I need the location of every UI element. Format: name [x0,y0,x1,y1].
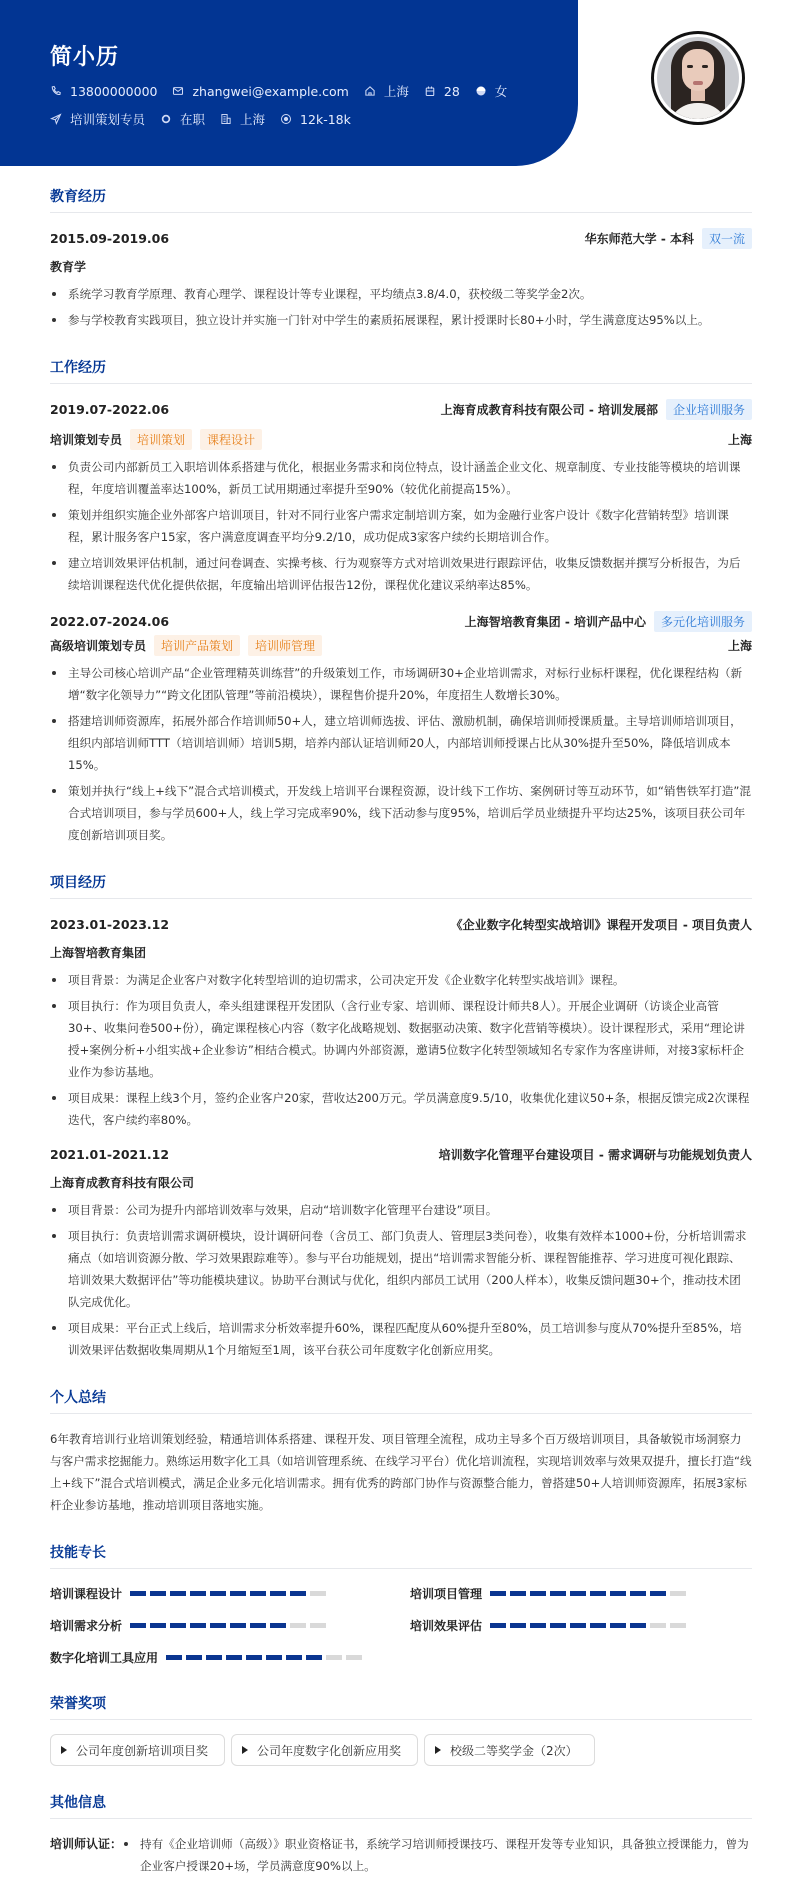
summary-text: 6年教育培训行业培训策划经验，精通培训体系搭建、课程开发、项目管理全流程，成功主导多个百万级培训项目，具备敏锐市场洞察力与客户需求挖掘能力。熟练运用数字化工具（如培训管理系统、在线学习平台）优化培训流程，实现培训效率与效果双提升，擅长打造“线上+线下”混合式培训模式，满足企业多元化培训需求。拥有优秀的跨部门协作与资源整合能力，曾搭建50+人培训师资源库，拓展3家标杆企业参访基地，推动培训项目落地实施。 [50,1432,752,1512]
skill-item [50,1583,410,1603]
section-title: 其他信息 [50,1784,752,1819]
skill-level-bar [166,1655,366,1660]
award-label: 校级二等奖学金（2次） [450,1743,578,1758]
bullet-item: 项目执行：负责培训需求调研模块，设计调研问卷（含员工、部门负责人、管理层3类问卷），收集有效样本1000+份，分析培训需求痛点（如培训资源分散、学习效果跟踪难等）。参与平台功能规划，提出“培训需求智能分析、课程智能推荐、学习进度可视化跟踪、培训效果大数据评估”等功能模块建议。协助平台测试与优化，组织内部员工试用（200人样本），收集反馈问题30+个，推动技术团队完成优化。 [50,1225,752,1313]
projects-section [50,864,752,1361]
project-org: 上海育成教育科技有限公司 [50,1175,195,1190]
section-title: 项目经历 [50,864,752,899]
tag-badge: 培训策划 [130,429,192,450]
skill-name: 数字化培训工具应用 [50,1650,159,1665]
email-item [172,84,348,99]
resume-body [50,178,752,1899]
section-title: 技能专长 [50,1534,752,1569]
skill-name: 培训课程设计 [50,1586,123,1601]
award-pill [50,1734,225,1766]
job-location: 上海 [727,432,752,447]
entry-date: 2023.01-2023.12 [50,916,170,932]
gender-text: 女 [494,84,508,99]
target-city-item [220,110,265,128]
summary-section [50,1379,752,1516]
entry-date: 2015.09-2019.06 [50,230,170,246]
candidate-name: 简小历 [50,45,120,70]
job-intent-row [50,110,366,128]
job-status-text: 在职 [180,112,206,127]
skill-item [410,1615,752,1635]
avatar [651,31,745,125]
job-location: 上海 [727,638,752,653]
calendar-icon [424,85,436,97]
bullet-item: 策划并执行“线上+线下”混合式培训模式，开发线上培训平台课程资源，设计线下工作坊、案例研讨等互动环节，如“销售铁军打造”混合式培训项目，参与学员600+人，线上学习完成率90%，线下活动参与度95%，培训后学员业绩提升平均达25%，该项目获公司年度创新培训项目奖。 [50,780,752,846]
bullet-list [50,456,752,596]
award-pill [424,1734,595,1766]
awards-section [50,1685,752,1766]
work-entry [50,610,752,846]
skill-level-bar [490,1591,690,1596]
skill-name: 培训项目管理 [410,1586,483,1601]
section-title: 工作经历 [50,349,752,384]
salary-text: 12k-18k [300,111,351,127]
residence-item [364,82,409,100]
target-city-text: 上海 [240,112,266,127]
profile-photo [657,37,739,119]
triangle-right-icon [61,1746,67,1754]
contact-row [50,82,522,100]
other-info-row [50,1833,752,1881]
award-label: 公司年度创新培训项目奖 [76,1743,209,1758]
skill-item [50,1647,410,1667]
award-pill [231,1734,418,1766]
bullet-item: 负责公司内部新员工入职培训体系搭建与优化，根据业务需求和岗位特点，设计涵盖企业文化、规章制度、专业技能等模块的培训课程，年度培训覆盖率达100%，新员工试用期通过率提升至90%（较优化前提高15%）。 [50,456,752,500]
target-position-text: 培训策划专员 [70,112,146,127]
industry-badge: 多元化培训服务 [654,611,752,632]
bullet-list [50,969,752,1131]
bullet-item: 项目成果：课程上线3个月，签约企业客户20家，营收达200万元。学员满意度9.5/10，收集优化建议50+条，根据反馈完成2次课程迭代，客户续约率80%。 [50,1087,752,1131]
job-title: 培训策划专员 [50,432,123,447]
gender-icon [475,85,487,97]
bullet-item: 策划并组织实施企业外部客户培训项目，针对不同行业客户需求定制培训方案，如为金融行业客户设计《数字化营销转型》培训课程，累计服务客户15家，客户满意度调查平均分9.2/10，成功促成3家客户续约长期培训合作。 [50,504,752,548]
education-section [50,178,752,331]
section-title: 个人总结 [50,1379,752,1414]
skill-name: 培训效果评估 [410,1618,483,1633]
job-status-item [160,110,205,128]
bullet-item: 项目背景：为满足企业客户对数字化转型培训的迫切需求，公司决定开发《企业数字化转型实战培训》课程。 [50,969,752,991]
phone-text: 13800000000 [70,83,158,99]
section-title: 教育经历 [50,178,752,213]
award-label: 公司年度数字化创新应用奖 [257,1743,402,1758]
status-icon [160,113,172,125]
home-icon [364,85,376,97]
triangle-right-icon [242,1746,248,1754]
company-name: 上海智培教育集团 - 培训产品中心 [464,614,646,629]
work-section [50,349,752,846]
bullet-item: 系统学习教育学原理、教育心理学、课程设计等专业课程，平均绩点3.8/4.0，获校级二等奖学金2次。 [50,283,752,305]
bullet-item: 搭建培训师资源库，拓展外部合作培训师50+人，建立培训师选拔、评估、激励机制，确保培训师授课质量。主导培训师培训项目，组织内部培训师TTT（培训培训师）培训5期，培养内部认证培训师20人，内部培训师授课占比从30%提升至50%，降低培训成本15%。 [50,710,752,776]
phone-icon [50,85,62,97]
skill-name: 培训需求分析 [50,1618,123,1633]
work-entry [50,398,752,596]
other-label: 培训师认证： [50,1837,123,1851]
triangle-right-icon [435,1746,441,1754]
bullet-list [50,662,752,846]
education-entry [50,227,752,331]
mail-icon [172,85,184,97]
tag-badge: 课程设计 [200,429,262,450]
bullet-item: 项目成果：平台正式上线后，培训需求分析效率提升60%，课程匹配度从60%提升至80%，员工培训参与度从70%提升至85%，培训效果评估数据收集周期从1个月缩短至1周，该平台获公司年度数字化创新应用奖。 [50,1317,752,1361]
bullet-list [50,1199,752,1361]
bullet-list [122,1833,752,1881]
skills-section [50,1534,752,1667]
skills-grid [50,1583,752,1667]
project-name: 《企业数字化转型实战培训》课程开发项目 - 项目负责人 [450,917,752,932]
section-title: 荣誉奖项 [50,1685,752,1720]
skill-item [50,1615,410,1635]
project-name: 培训数字化管理平台建设项目 - 需求调研与功能规划负责人 [438,1147,752,1162]
entry-date: 2019.07-2022.06 [50,401,170,417]
entry-date: 2021.01-2021.12 [50,1146,170,1162]
project-org: 上海智培教育集团 [50,945,147,960]
school-name: 华东师范大学 - 本科 [584,231,694,246]
school-badge: 双一流 [702,228,752,249]
bullet-item: 项目背景：公司为提升内部培训效率与效果，启动“培训数字化管理平台建设”项目。 [50,1199,752,1221]
skill-level-bar [490,1623,690,1628]
resume-header [0,0,578,166]
email-text: zhangwei@example.com [192,83,349,99]
phone-item [50,84,157,99]
industry-badge: 企业培训服务 [666,399,752,420]
bullet-list [50,283,752,331]
skill-level-bar [130,1623,330,1628]
target-position-item [50,110,145,128]
tag-badge: 培训产品策划 [154,635,240,656]
bullet-item: 参与学校教育实践项目，独立设计并实施一门针对中学生的素质拓展课程，累计授课时长80+小时，学生满意度达95%以上。 [50,309,752,331]
bullet-item: 主导公司核心培训产品“企业管理精英训练营”的升级策划工作，市场调研30+企业培训需求，对标行业标杆课程，优化课程结构（新增“数字化领导力”“跨文化团队管理”等前沿模块），课程售价提升20%，年度招生人数增长30%。 [50,662,752,706]
tag-badge: 培训师管理 [248,635,322,656]
bullet-item: 建立培训效果评估机制，通过问卷调查、实操考核、行为观察等方式对培训效果进行跟踪评估，收集反馈数据并撰写分析报告，为后续培训课程迭代优化提供依据，年度输出培训评估报告12份，课程优化建议采纳率达85%。 [50,552,752,596]
salary-icon [280,113,292,125]
entry-date: 2022.07-2024.06 [50,613,170,629]
skill-level-bar [130,1591,330,1596]
skill-item [410,1583,752,1603]
company-name: 上海育成教育科技有限公司 - 培训发展部 [440,402,658,417]
gender-item [475,82,508,100]
salary-item [280,112,351,127]
send-icon [50,113,62,125]
project-entry [50,913,752,1131]
building-icon [220,113,232,125]
age-item [424,84,460,99]
age-text: 28 [443,83,460,99]
bullet-item: 项目执行：作为项目负责人，牵头组建课程开发团队（含行业专家、培训师、课程设计师共8人）。开展企业调研（访谈企业高管30+、收集问卷500+份），确定课程核心内容（数字化战略规划、数据驱动决策、数字化营销等模块）。设计课程形式，采用“理论讲授+案例分析+小组实战+企业参访”相结合模式。协调内外部资源，邀请5位数字化转型领域知名专家作为客座讲师，对接3家标杆企业作为参访基地。 [50,995,752,1083]
major: 教育学 [50,259,87,274]
job-title: 高级培训策划专员 [50,638,147,653]
residence-text: 上海 [383,84,409,99]
bullet-item: 持有《企业培训师（高级）》职业资格证书，系统学习培训师授课技巧、课程开发等专业知识，具备独立授课能力，曾为企业客户授课20+场，学员满意度90%以上。 [122,1833,752,1877]
project-entry [50,1143,752,1361]
other-section [50,1784,752,1881]
awards-list [50,1734,752,1766]
